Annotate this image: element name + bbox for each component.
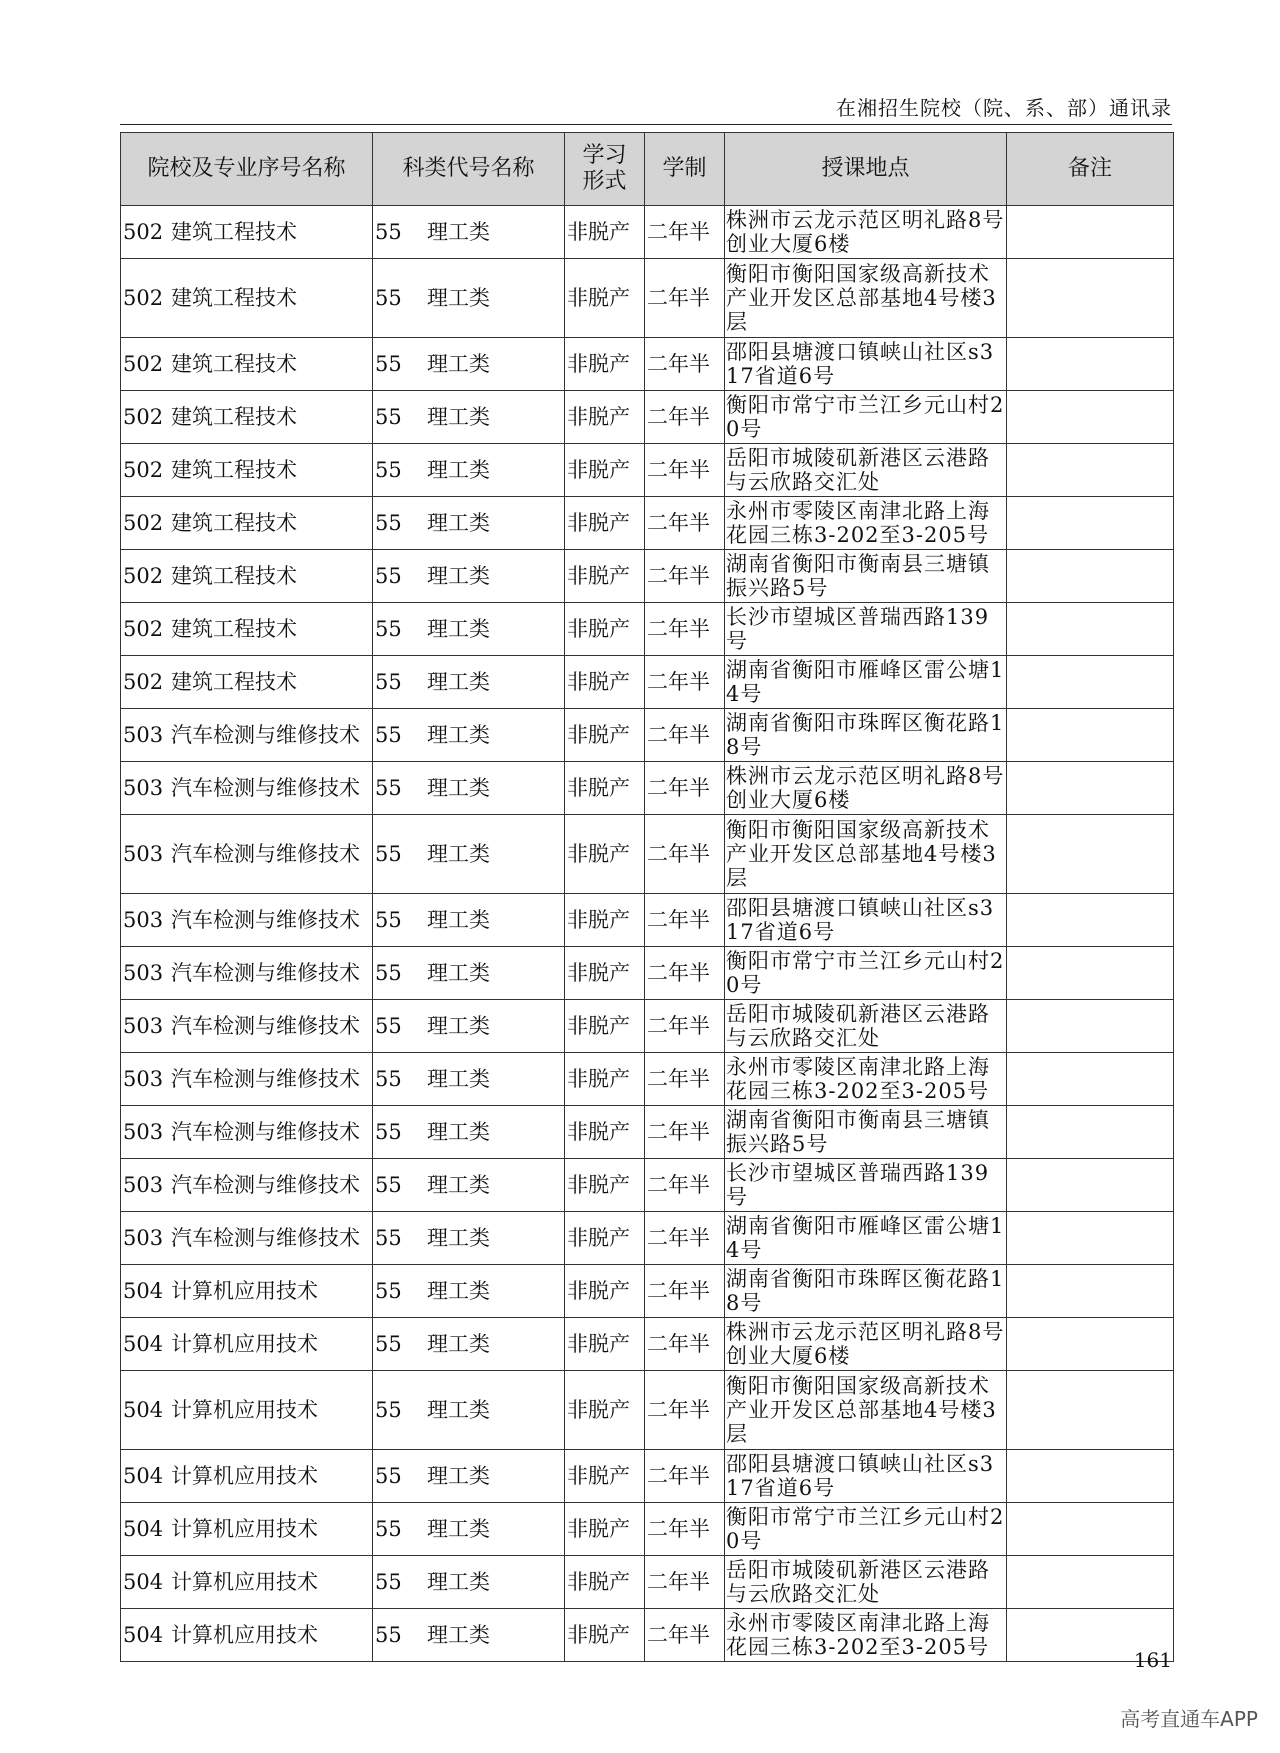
remark-cell [1007, 338, 1174, 391]
remark-cell [1007, 947, 1174, 1000]
category-code: 55 [375, 842, 402, 866]
category-code: 55 [375, 1398, 402, 1422]
header-remarks: 备注 [1007, 133, 1174, 206]
category-cell [373, 444, 565, 497]
category-name: 理工类 [427, 564, 490, 588]
study-form-cell: 非脱产 [565, 1265, 645, 1318]
program-code: 503 [123, 1067, 164, 1091]
remark-cell [1007, 656, 1174, 709]
study-form-cell: 非脱产 [565, 1503, 645, 1556]
header-program: 院校及专业序号名称 [121, 133, 373, 206]
program-cell [121, 1318, 373, 1371]
program-cell [121, 391, 373, 444]
location-cell: 衡阳市衡阳国家级高新技术产业开发区总部基地4号楼3层 [725, 1371, 1007, 1450]
category-cell [373, 709, 565, 762]
study-form-cell: 非脱产 [565, 1212, 645, 1265]
remark-cell [1007, 603, 1174, 656]
study-form-cell: 非脱产 [565, 338, 645, 391]
location-cell: 湖南省衡阳市雁峰区雷公塘14号 [725, 656, 1007, 709]
program-name: 建筑工程技术 [171, 352, 297, 376]
study-form-cell: 非脱产 [565, 1053, 645, 1106]
program-cell [121, 1212, 373, 1265]
program-code: 503 [123, 961, 164, 985]
program-name: 计算机应用技术 [171, 1398, 318, 1422]
location-cell: 邵阳县塘渡口镇峡山社区s317省道6号 [725, 894, 1007, 947]
duration-cell: 二年半 [645, 1503, 725, 1556]
program-code: 502 [123, 511, 164, 535]
program-name: 汽车检测与维修技术 [171, 1173, 360, 1197]
category-cell [373, 1265, 565, 1318]
study-form-cell: 非脱产 [565, 894, 645, 947]
table-row [121, 762, 1174, 815]
category-code: 55 [375, 1226, 402, 1250]
program-cell [121, 497, 373, 550]
program-cell [121, 709, 373, 762]
program-code: 502 [123, 564, 164, 588]
study-form-cell: 非脱产 [565, 762, 645, 815]
category-code: 55 [375, 1623, 402, 1647]
category-code: 55 [375, 1570, 402, 1594]
category-cell [373, 1212, 565, 1265]
duration-cell: 二年半 [645, 338, 725, 391]
category-name: 理工类 [427, 511, 490, 535]
duration-cell: 二年半 [645, 1318, 725, 1371]
category-name: 理工类 [427, 1623, 490, 1647]
category-cell [373, 1371, 565, 1450]
location-cell: 邵阳县塘渡口镇峡山社区s317省道6号 [725, 338, 1007, 391]
category-name: 理工类 [427, 776, 490, 800]
location-cell: 株洲市云龙示范区明礼路8号创业大厦6楼 [725, 206, 1007, 259]
category-code: 55 [375, 564, 402, 588]
category-code: 55 [375, 908, 402, 932]
program-code: 504 [123, 1623, 164, 1647]
remark-cell [1007, 762, 1174, 815]
remark-cell [1007, 1503, 1174, 1556]
location-cell: 永州市零陵区南津北路上海花园三栋3-202至3-205号 [725, 1609, 1007, 1662]
category-name: 理工类 [427, 286, 490, 310]
location-cell: 衡阳市衡阳国家级高新技术产业开发区总部基地4号楼3层 [725, 259, 1007, 338]
program-code: 503 [123, 1226, 164, 1250]
remark-cell [1007, 1371, 1174, 1450]
program-name: 计算机应用技术 [171, 1623, 318, 1647]
table-row [121, 206, 1174, 259]
remark-cell [1007, 497, 1174, 550]
program-code: 502 [123, 458, 164, 482]
program-name: 建筑工程技术 [171, 670, 297, 694]
duration-cell: 二年半 [645, 1556, 725, 1609]
study-form-cell: 非脱产 [565, 603, 645, 656]
header-duration: 学制 [645, 133, 725, 206]
duration-cell: 二年半 [645, 709, 725, 762]
program-cell [121, 206, 373, 259]
category-cell [373, 947, 565, 1000]
category-name: 理工类 [427, 220, 490, 244]
study-form-cell: 非脱产 [565, 391, 645, 444]
program-code: 503 [123, 908, 164, 932]
location-cell: 永州市零陵区南津北路上海花园三栋3-202至3-205号 [725, 497, 1007, 550]
program-code: 502 [123, 617, 164, 641]
program-name: 汽车检测与维修技术 [171, 1226, 360, 1250]
program-cell [121, 815, 373, 894]
remark-cell [1007, 1318, 1174, 1371]
study-form-cell: 非脱产 [565, 1556, 645, 1609]
study-form-cell: 非脱产 [565, 206, 645, 259]
duration-cell: 二年半 [645, 1450, 725, 1503]
table-row [121, 1000, 1174, 1053]
category-cell [373, 1000, 565, 1053]
category-name: 理工类 [427, 405, 490, 429]
program-cell [121, 1159, 373, 1212]
category-cell [373, 1450, 565, 1503]
location-cell: 长沙市望城区普瑞西路139号 [725, 1159, 1007, 1212]
duration-cell: 二年半 [645, 1159, 725, 1212]
program-name: 汽车检测与维修技术 [171, 723, 360, 747]
program-cell [121, 1000, 373, 1053]
program-cell [121, 444, 373, 497]
remark-cell [1007, 1450, 1174, 1503]
program-code: 503 [123, 723, 164, 747]
location-cell: 湖南省衡阳市衡南县三塘镇振兴路5号 [725, 550, 1007, 603]
remark-cell [1007, 1000, 1174, 1053]
category-name: 理工类 [427, 842, 490, 866]
table-row [121, 550, 1174, 603]
header-location: 授课地点 [725, 133, 1007, 206]
remark-cell [1007, 206, 1174, 259]
category-name: 理工类 [427, 1120, 490, 1144]
program-code: 504 [123, 1279, 164, 1303]
remark-cell [1007, 709, 1174, 762]
program-name: 建筑工程技术 [171, 564, 297, 588]
duration-cell: 二年半 [645, 603, 725, 656]
location-cell: 湖南省衡阳市衡南县三塘镇振兴路5号 [725, 1106, 1007, 1159]
category-name: 理工类 [427, 1517, 490, 1541]
duration-cell: 二年半 [645, 550, 725, 603]
category-code: 55 [375, 1332, 402, 1356]
location-cell: 湖南省衡阳市珠晖区衡花路18号 [725, 709, 1007, 762]
program-code: 504 [123, 1464, 164, 1488]
program-cell [121, 550, 373, 603]
remark-cell [1007, 1265, 1174, 1318]
program-code: 502 [123, 220, 164, 244]
study-form-cell: 非脱产 [565, 550, 645, 603]
program-code: 502 [123, 352, 164, 376]
program-code: 504 [123, 1517, 164, 1541]
location-cell: 长沙市望城区普瑞西路139号 [725, 603, 1007, 656]
program-name: 建筑工程技术 [171, 405, 297, 429]
remark-cell [1007, 1106, 1174, 1159]
program-code: 503 [123, 842, 164, 866]
duration-cell: 二年半 [645, 815, 725, 894]
duration-cell: 二年半 [645, 1053, 725, 1106]
program-code: 503 [123, 1120, 164, 1144]
location-cell: 株洲市云龙示范区明礼路8号创业大厦6楼 [725, 762, 1007, 815]
duration-cell: 二年半 [645, 444, 725, 497]
program-cell [121, 894, 373, 947]
category-cell [373, 497, 565, 550]
category-cell [373, 1318, 565, 1371]
remark-cell [1007, 894, 1174, 947]
category-cell [373, 656, 565, 709]
category-code: 55 [375, 1279, 402, 1303]
program-name: 汽车检测与维修技术 [171, 842, 360, 866]
category-name: 理工类 [427, 1570, 490, 1594]
category-code: 55 [375, 511, 402, 535]
remark-cell [1007, 1556, 1174, 1609]
program-code: 504 [123, 1332, 164, 1356]
program-name: 建筑工程技术 [171, 617, 297, 641]
category-code: 55 [375, 617, 402, 641]
program-name: 计算机应用技术 [171, 1332, 318, 1356]
category-cell [373, 762, 565, 815]
study-form-cell: 非脱产 [565, 815, 645, 894]
location-cell: 永州市零陵区南津北路上海花园三栋3-202至3-205号 [725, 1053, 1007, 1106]
program-code: 504 [123, 1570, 164, 1594]
category-code: 55 [375, 1173, 402, 1197]
program-cell [121, 259, 373, 338]
study-form-cell: 非脱产 [565, 444, 645, 497]
table-row [121, 391, 1174, 444]
category-cell [373, 391, 565, 444]
category-code: 55 [375, 961, 402, 985]
header-category: 科类代号名称 [373, 133, 565, 206]
table-row [121, 1159, 1174, 1212]
category-name: 理工类 [427, 1279, 490, 1303]
study-form-cell: 非脱产 [565, 947, 645, 1000]
table-row [121, 1053, 1174, 1106]
category-cell [373, 1503, 565, 1556]
program-cell [121, 947, 373, 1000]
location-cell: 株洲市云龙示范区明礼路8号创业大厦6楼 [725, 1318, 1007, 1371]
location-cell: 湖南省衡阳市珠晖区衡花路18号 [725, 1265, 1007, 1318]
program-cell [121, 1053, 373, 1106]
program-cell [121, 1265, 373, 1318]
table-row [121, 894, 1174, 947]
category-code: 55 [375, 286, 402, 310]
remark-cell [1007, 444, 1174, 497]
program-name: 建筑工程技术 [171, 458, 297, 482]
category-name: 理工类 [427, 1067, 490, 1091]
category-cell [373, 894, 565, 947]
category-cell [373, 338, 565, 391]
location-cell: 岳阳市城陵矶新港区云港路与云欣路交汇处 [725, 1000, 1007, 1053]
study-form-cell: 非脱产 [565, 1106, 645, 1159]
duration-cell: 二年半 [645, 894, 725, 947]
table-row [121, 1318, 1174, 1371]
table-row [121, 1556, 1174, 1609]
program-cell [121, 1503, 373, 1556]
program-cell [121, 762, 373, 815]
program-name: 汽车检测与维修技术 [171, 776, 360, 800]
study-form-cell: 非脱产 [565, 497, 645, 550]
program-name: 汽车检测与维修技术 [171, 961, 360, 985]
location-cell: 邵阳县塘渡口镇峡山社区s317省道6号 [725, 1450, 1007, 1503]
table-row [121, 603, 1174, 656]
study-form-cell: 非脱产 [565, 259, 645, 338]
duration-cell: 二年半 [645, 656, 725, 709]
program-code: 502 [123, 405, 164, 429]
location-cell: 衡阳市衡阳国家级高新技术产业开发区总部基地4号楼3层 [725, 815, 1007, 894]
program-code: 503 [123, 1014, 164, 1038]
table-row [121, 1450, 1174, 1503]
category-name: 理工类 [427, 908, 490, 932]
category-name: 理工类 [427, 352, 490, 376]
program-name: 建筑工程技术 [171, 286, 297, 310]
program-name: 汽车检测与维修技术 [171, 1014, 360, 1038]
category-code: 55 [375, 352, 402, 376]
table-row [121, 444, 1174, 497]
study-form-cell: 非脱产 [565, 1371, 645, 1450]
table-header-row [121, 133, 1174, 206]
program-cell [121, 656, 373, 709]
category-cell [373, 1556, 565, 1609]
location-cell: 衡阳市常宁市兰江乡元山村20号 [725, 947, 1007, 1000]
program-name: 汽车检测与维修技术 [171, 908, 360, 932]
category-name: 理工类 [427, 1332, 490, 1356]
directory-table [120, 132, 1174, 1662]
duration-cell: 二年半 [645, 762, 725, 815]
location-cell: 岳阳市城陵矶新港区云港路与云欣路交汇处 [725, 444, 1007, 497]
table-row [121, 815, 1174, 894]
category-name: 理工类 [427, 1398, 490, 1422]
category-cell [373, 815, 565, 894]
category-code: 55 [375, 458, 402, 482]
category-name: 理工类 [427, 458, 490, 482]
program-name: 计算机应用技术 [171, 1279, 318, 1303]
duration-cell: 二年半 [645, 259, 725, 338]
category-cell [373, 1053, 565, 1106]
duration-cell: 二年半 [645, 1265, 725, 1318]
category-code: 55 [375, 670, 402, 694]
category-cell [373, 1106, 565, 1159]
program-cell [121, 1371, 373, 1450]
category-code: 55 [375, 776, 402, 800]
remark-cell [1007, 550, 1174, 603]
table-row [121, 1265, 1174, 1318]
category-code: 55 [375, 405, 402, 429]
program-cell [121, 603, 373, 656]
table-row [121, 1371, 1174, 1450]
category-cell [373, 1159, 565, 1212]
program-name: 汽车检测与维修技术 [171, 1067, 360, 1091]
program-code: 502 [123, 670, 164, 694]
location-cell: 岳阳市城陵矶新港区云港路与云欣路交汇处 [725, 1556, 1007, 1609]
location-cell: 湖南省衡阳市雁峰区雷公塘14号 [725, 1212, 1007, 1265]
remark-cell [1007, 1053, 1174, 1106]
program-cell [121, 1450, 373, 1503]
category-name: 理工类 [427, 1173, 490, 1197]
category-code: 55 [375, 723, 402, 747]
running-head: 在湘招生院校（院、系、部）通讯录 [836, 96, 1172, 120]
program-name: 建筑工程技术 [171, 220, 297, 244]
category-name: 理工类 [427, 1464, 490, 1488]
duration-cell: 二年半 [645, 1000, 725, 1053]
category-cell [373, 550, 565, 603]
program-cell [121, 1609, 373, 1662]
watermark: 高考直通车APP [1120, 1707, 1258, 1731]
table-row [121, 947, 1174, 1000]
remark-cell [1007, 391, 1174, 444]
program-code: 503 [123, 1173, 164, 1197]
table-row [121, 338, 1174, 391]
remark-cell [1007, 815, 1174, 894]
program-cell [121, 1556, 373, 1609]
table-row [121, 1503, 1174, 1556]
page-number: 161 [1133, 1648, 1172, 1672]
header-study-form: 学习形式 [565, 133, 645, 206]
category-code: 55 [375, 1067, 402, 1091]
study-form-cell: 非脱产 [565, 1318, 645, 1371]
duration-cell: 二年半 [645, 206, 725, 259]
location-cell: 衡阳市常宁市兰江乡元山村20号 [725, 391, 1007, 444]
table-row [121, 497, 1174, 550]
category-cell [373, 259, 565, 338]
category-name: 理工类 [427, 723, 490, 747]
program-name: 汽车检测与维修技术 [171, 1120, 360, 1144]
category-code: 55 [375, 220, 402, 244]
study-form-cell: 非脱产 [565, 1609, 645, 1662]
table-row [121, 1212, 1174, 1265]
program-code: 503 [123, 776, 164, 800]
location-cell: 衡阳市常宁市兰江乡元山村20号 [725, 1503, 1007, 1556]
program-code: 504 [123, 1398, 164, 1422]
category-name: 理工类 [427, 1226, 490, 1250]
header-rule [120, 124, 1172, 125]
category-code: 55 [375, 1014, 402, 1038]
duration-cell: 二年半 [645, 1106, 725, 1159]
duration-cell: 二年半 [645, 947, 725, 1000]
program-name: 计算机应用技术 [171, 1517, 318, 1541]
table-row [121, 259, 1174, 338]
program-name: 计算机应用技术 [171, 1570, 318, 1594]
duration-cell: 二年半 [645, 1609, 725, 1662]
duration-cell: 二年半 [645, 1212, 725, 1265]
remark-cell [1007, 1212, 1174, 1265]
table-row [121, 1609, 1174, 1662]
duration-cell: 二年半 [645, 1371, 725, 1450]
category-name: 理工类 [427, 1014, 490, 1038]
table-row [121, 1106, 1174, 1159]
category-name: 理工类 [427, 670, 490, 694]
category-code: 55 [375, 1517, 402, 1541]
program-name: 计算机应用技术 [171, 1464, 318, 1488]
category-cell [373, 603, 565, 656]
study-form-cell: 非脱产 [565, 1450, 645, 1503]
remark-cell [1007, 259, 1174, 338]
program-code: 502 [123, 286, 164, 310]
program-cell [121, 338, 373, 391]
remark-cell [1007, 1159, 1174, 1212]
study-form-cell: 非脱产 [565, 1159, 645, 1212]
duration-cell: 二年半 [645, 497, 725, 550]
program-name: 建筑工程技术 [171, 511, 297, 535]
study-form-cell: 非脱产 [565, 1000, 645, 1053]
duration-cell: 二年半 [645, 391, 725, 444]
table-row [121, 656, 1174, 709]
category-name: 理工类 [427, 617, 490, 641]
study-form-cell: 非脱产 [565, 656, 645, 709]
category-name: 理工类 [427, 961, 490, 985]
category-cell [373, 206, 565, 259]
category-code: 55 [375, 1464, 402, 1488]
study-form-cell: 非脱产 [565, 709, 645, 762]
category-code: 55 [375, 1120, 402, 1144]
category-cell [373, 1609, 565, 1662]
program-cell [121, 1106, 373, 1159]
table-row [121, 709, 1174, 762]
